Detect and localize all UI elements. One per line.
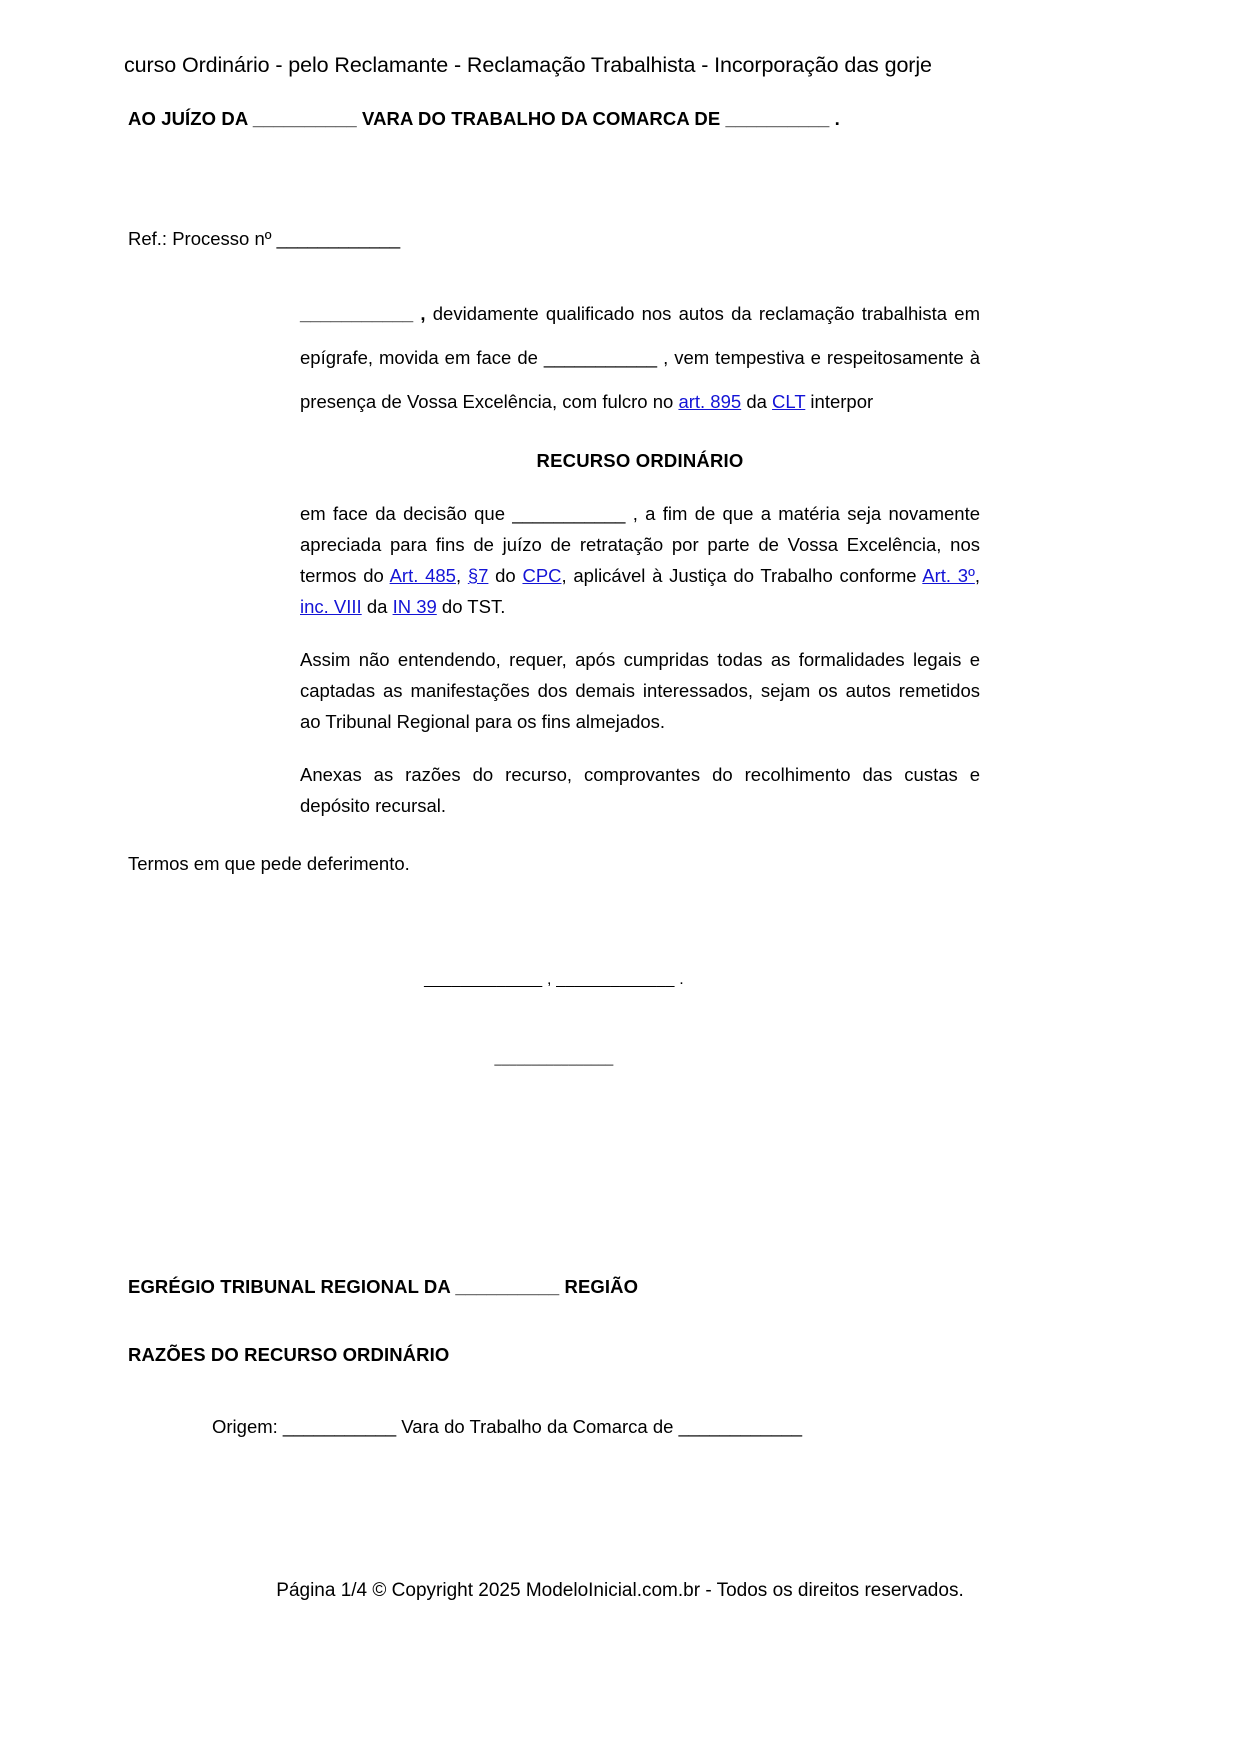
intro-text-3: interpor bbox=[805, 391, 874, 412]
document-body bbox=[128, 100, 980, 1438]
document-header-title: curso Ordinário - pelo Reclamante - Reclamação Trabalhista - Incorporação das gorje bbox=[124, 53, 932, 77]
paragraph-anexos: Anexas as razões do recurso, comprovantes do recolhimento das custas e depósito recursal. bbox=[300, 764, 980, 816]
court-address-line: AO JUÍZO DA __________ VARA DO TRABALHO DA COMARCA DE __________ . bbox=[128, 108, 840, 129]
par2-text-4: da bbox=[361, 596, 393, 617]
recurso-ordinario-title: RECURSO ORDINÁRIO bbox=[536, 450, 744, 471]
link-in-39[interactable]: IN 39 bbox=[392, 596, 437, 617]
intro-text-2: da bbox=[741, 391, 773, 412]
link-art-485[interactable]: Art. 485 bbox=[389, 565, 456, 586]
party-blank: ___________ , bbox=[300, 303, 426, 324]
intro-paragraph bbox=[300, 292, 980, 424]
intro-text-1: devidamente qualificado nos autos da reclamação trabalhista em epígrafe, movida em face de ___________ , vem tempestiva e respeitosamente à presença de Vossa Excelência, com fulcro no bbox=[300, 303, 980, 412]
link-cpc[interactable]: CPC bbox=[522, 565, 562, 586]
link-par-7[interactable]: §7 bbox=[467, 565, 489, 586]
par2-sep-1: , bbox=[455, 565, 468, 586]
page-footer: Página 1/4 © Copyright 2025 ModeloInicial.com.br - Todos os direitos reservados. bbox=[276, 1580, 964, 1601]
place-date-line: _____________ , _____________ . bbox=[424, 971, 684, 988]
par2-text-5: do TST. bbox=[436, 596, 506, 617]
link-inc-viii[interactable]: inc. VIII bbox=[300, 596, 362, 617]
tribunal-heading: EGRÉGIO TRIBUNAL REGIONAL DA __________ REGIÃO bbox=[128, 1276, 639, 1297]
paragraph-remessa: Assim não entendendo, requer, após cumpridas todas as formalidades legais e captadas as manifestações dos demais interessados, sejam os autos remetidos ao Tribunal Regional para os fins almejados. bbox=[300, 649, 980, 732]
paragraph-retratacao bbox=[300, 498, 980, 622]
par2-text-2: do bbox=[488, 565, 523, 586]
process-reference-line: Ref.: Processo nº ____________ bbox=[128, 228, 401, 249]
link-art-3[interactable]: Art. 3º bbox=[922, 565, 975, 586]
signature-line: ________________ bbox=[494, 1051, 614, 1066]
body-block bbox=[300, 292, 980, 821]
terms-line: Termos em que pede deferimento. bbox=[128, 853, 410, 874]
link-clt[interactable]: CLT bbox=[772, 391, 806, 412]
origin-line: Origem: ___________ Vara do Trabalho da Comarca de ____________ bbox=[212, 1416, 803, 1437]
link-art-895[interactable]: art. 895 bbox=[678, 391, 742, 412]
par2-text-1: em face da decisão que ___________ , a fim de que a matéria seja novamente apreciada para fins de juízo de retratação por parte de Vossa Excelência, nos termos do bbox=[300, 503, 980, 586]
appeal-reasons-section bbox=[128, 1276, 980, 1438]
par2-text-3: , aplicável à Justiça do Trabalho conforme bbox=[561, 565, 923, 586]
par2-sep-2: , bbox=[974, 565, 980, 586]
document-header bbox=[0, 48, 1240, 84]
razoes-heading: RAZÕES DO RECURSO ORDINÁRIO bbox=[128, 1344, 450, 1365]
